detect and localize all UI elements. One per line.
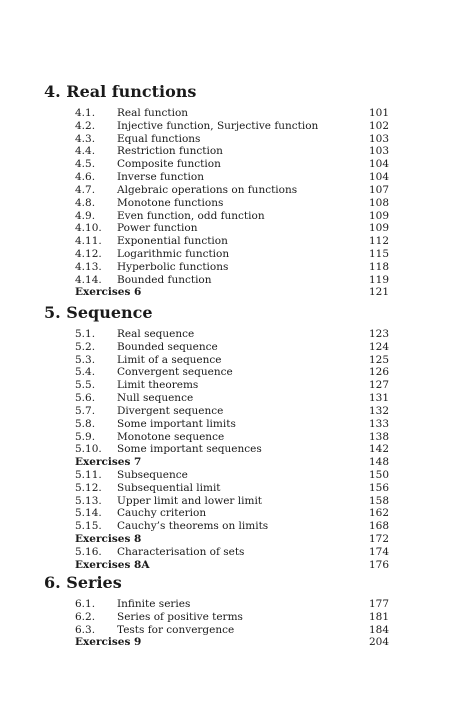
section-title: Even function, odd function — [117, 209, 265, 222]
chapter-entries — [0, 598, 460, 649]
section-title: Divergent sequence — [117, 404, 224, 417]
toc-entry-row[interactable] — [0, 248, 460, 261]
toc-entry-row[interactable] — [0, 184, 460, 197]
section-title: Null sequence — [117, 392, 194, 405]
toc-entry-row[interactable] — [0, 405, 460, 418]
toc-entry-row[interactable] — [0, 379, 460, 392]
toc-entry-row[interactable] — [0, 261, 460, 274]
section-title: Limit of a sequence — [117, 353, 222, 366]
toc-entry-row[interactable] — [0, 222, 460, 235]
section-number: 5.2. — [75, 340, 96, 353]
page-number: 123 — [368, 328, 389, 340]
section-title: Characterisation of sets — [117, 545, 245, 558]
toc-exercise-row[interactable] — [0, 636, 460, 649]
page-number: 102 — [368, 119, 389, 132]
page-number: 176 — [368, 558, 389, 571]
toc-entry-row[interactable] — [0, 274, 460, 287]
toc-entry-row[interactable] — [0, 546, 460, 559]
toc-entry-row[interactable] — [0, 197, 460, 210]
page-number: 168 — [368, 520, 389, 533]
section-title: Convergent sequence — [117, 366, 233, 379]
toc-entry-row[interactable] — [0, 495, 460, 508]
toc-entry-row[interactable] — [0, 171, 460, 184]
section-title: Bounded sequence — [117, 340, 218, 353]
section-title: Cauchy’s theorems on limits — [117, 520, 269, 533]
page-number: 127 — [368, 379, 389, 392]
toc-entry-row[interactable] — [0, 443, 460, 456]
toc-entry-row[interactable] — [0, 431, 460, 444]
toc-entry-row[interactable] — [0, 611, 460, 624]
section-title: Bounded function — [117, 273, 212, 286]
exercise-title: Exercises 8 — [75, 533, 142, 545]
page-number: 109 — [368, 209, 389, 222]
toc-entry-row[interactable] — [0, 418, 460, 431]
section-title: Monotone sequence — [117, 430, 225, 443]
section-title: Real function — [117, 107, 189, 119]
toc-entry-row[interactable] — [0, 341, 460, 354]
section-title: Some important sequences — [117, 443, 262, 456]
page-number: 148 — [368, 456, 389, 469]
exercise-title: Exercises 7 — [75, 456, 142, 469]
section-number: 4.6. — [75, 171, 96, 184]
section-number: 4.12. — [75, 247, 102, 260]
page-number: 204 — [368, 636, 389, 649]
section-number: 5.16. — [75, 545, 102, 558]
toc-entry-row[interactable] — [0, 354, 460, 367]
section-title: Subsequence — [117, 468, 188, 481]
toc-entry-row[interactable] — [0, 328, 460, 341]
toc-exercise-row[interactable] — [0, 456, 460, 469]
toc-entry-row[interactable] — [0, 482, 460, 495]
toc-entry-row[interactable] — [0, 120, 460, 133]
section-number: 5.3. — [75, 353, 96, 366]
toc-entry-row[interactable] — [0, 469, 460, 482]
page-number: 131 — [368, 392, 389, 405]
section-number: 5.5. — [75, 379, 96, 392]
page-number: 104 — [368, 171, 389, 184]
page-number: 125 — [368, 353, 389, 366]
section-title: Hyperbolic functions — [117, 260, 229, 273]
page-number: 177 — [368, 598, 389, 610]
toc-exercise-row[interactable] — [0, 533, 460, 546]
section-number: 5.12. — [75, 481, 102, 494]
section-number: 5.8. — [75, 417, 96, 430]
section-number: 4.11. — [75, 235, 102, 248]
page-number: 172 — [368, 533, 389, 545]
page-number: 101 — [368, 107, 389, 119]
section-number: 5.9. — [75, 430, 96, 443]
section-number: 4.5. — [75, 158, 96, 171]
section-number: 4.4. — [75, 145, 96, 158]
chapter-entries — [0, 328, 460, 571]
toc-entry-row[interactable] — [0, 624, 460, 637]
page-number: 150 — [368, 468, 389, 481]
section-title: Monotone functions — [117, 196, 224, 209]
section-number: 4.14. — [75, 273, 102, 286]
section-number: 4.3. — [75, 132, 96, 145]
toc-entry-row[interactable] — [0, 133, 460, 146]
page-number: 118 — [368, 260, 389, 273]
toc-exercise-row[interactable] — [0, 286, 460, 299]
page-number: 181 — [368, 610, 389, 623]
section-number: 5.14. — [75, 507, 102, 520]
section-title: Upper limit and lower limit — [117, 494, 263, 507]
section-number: 4.13. — [75, 260, 102, 273]
page-number: 115 — [368, 247, 389, 260]
page-number: 119 — [368, 273, 389, 286]
section-title: Real sequence — [117, 328, 195, 340]
section-title: Algebraic operations on functions — [117, 183, 298, 196]
section-number: 4.2. — [75, 119, 96, 132]
toc-entry-row[interactable] — [0, 366, 460, 379]
section-number: 5.1. — [75, 328, 96, 340]
section-title: Equal functions — [117, 132, 201, 145]
page-number: 109 — [368, 222, 389, 235]
toc-entry-row[interactable] — [0, 210, 460, 223]
page-number: 103 — [368, 145, 389, 158]
section-title: Logarithmic function — [117, 247, 230, 260]
section-number: 4.8. — [75, 196, 96, 209]
page-number: 103 — [368, 132, 389, 145]
toc-entry-row[interactable] — [0, 145, 460, 158]
page-number: 158 — [368, 494, 389, 507]
page-number: 174 — [368, 545, 389, 558]
page-number: 126 — [368, 366, 389, 379]
page-number: 112 — [368, 235, 389, 248]
chapter-title: 4. Real functions — [44, 82, 197, 101]
toc-entry-row[interactable] — [0, 507, 460, 520]
toc-exercise-row[interactable] — [0, 559, 460, 572]
exercise-title: Exercises 9 — [75, 636, 142, 649]
section-number: 6.2. — [75, 610, 96, 623]
section-title: Subsequential limit — [117, 481, 221, 494]
section-title: Restriction function — [117, 145, 223, 158]
page-number: 184 — [368, 623, 389, 636]
page-number: 142 — [368, 443, 389, 456]
page-number: 132 — [368, 404, 389, 417]
section-title: Power function — [117, 222, 198, 235]
chapter-title: 5. Sequence — [44, 303, 153, 322]
section-number: 5.15. — [75, 520, 102, 533]
toc-entry-row[interactable] — [0, 392, 460, 405]
section-title: Exponential function — [117, 235, 228, 248]
section-number: 4.10. — [75, 222, 102, 235]
section-title: Tests for convergence — [117, 623, 235, 636]
section-title: Limit theorems — [117, 379, 199, 392]
page-number: 138 — [368, 430, 389, 443]
section-number: 5.11. — [75, 468, 102, 481]
page-number: 162 — [368, 507, 389, 520]
toc-entry-row[interactable] — [0, 107, 460, 120]
toc-entry-row[interactable] — [0, 235, 460, 248]
section-title: Series of positive terms — [117, 610, 243, 623]
toc-entry-row[interactable] — [0, 598, 460, 611]
section-number: 4.7. — [75, 183, 96, 196]
section-number: 4.9. — [75, 209, 96, 222]
page-number: 133 — [368, 417, 389, 430]
section-title: Composite function — [117, 158, 221, 171]
page-number: 107 — [368, 183, 389, 196]
section-number: 5.4. — [75, 366, 96, 379]
section-number: 5.6. — [75, 392, 96, 405]
section-number: 5.13. — [75, 494, 102, 507]
section-title: Some important limits — [117, 417, 236, 430]
toc-entry-row[interactable] — [0, 158, 460, 171]
chapter-title: 6. Series — [44, 573, 122, 592]
section-number: 5.10. — [75, 443, 102, 456]
page-number: 108 — [368, 196, 389, 209]
page-number: 156 — [368, 481, 389, 494]
section-title: Infinite series — [117, 598, 191, 610]
exercise-title: Exercises 8A — [75, 558, 150, 571]
chapter-entries — [0, 107, 460, 299]
page-number: 121 — [368, 286, 389, 299]
section-title: Cauchy criterion — [117, 507, 207, 520]
section-number: 6.3. — [75, 623, 96, 636]
exercise-title: Exercises 6 — [75, 286, 142, 299]
section-number: 6.1. — [75, 598, 96, 610]
section-number: 4.1. — [75, 107, 96, 119]
toc-entry-row[interactable] — [0, 520, 460, 533]
page-number: 124 — [368, 340, 389, 353]
section-title: Inverse function — [117, 171, 204, 184]
page-number: 104 — [368, 158, 389, 171]
section-title: Injective function, Surjective function — [117, 119, 319, 132]
section-number: 5.7. — [75, 404, 96, 417]
